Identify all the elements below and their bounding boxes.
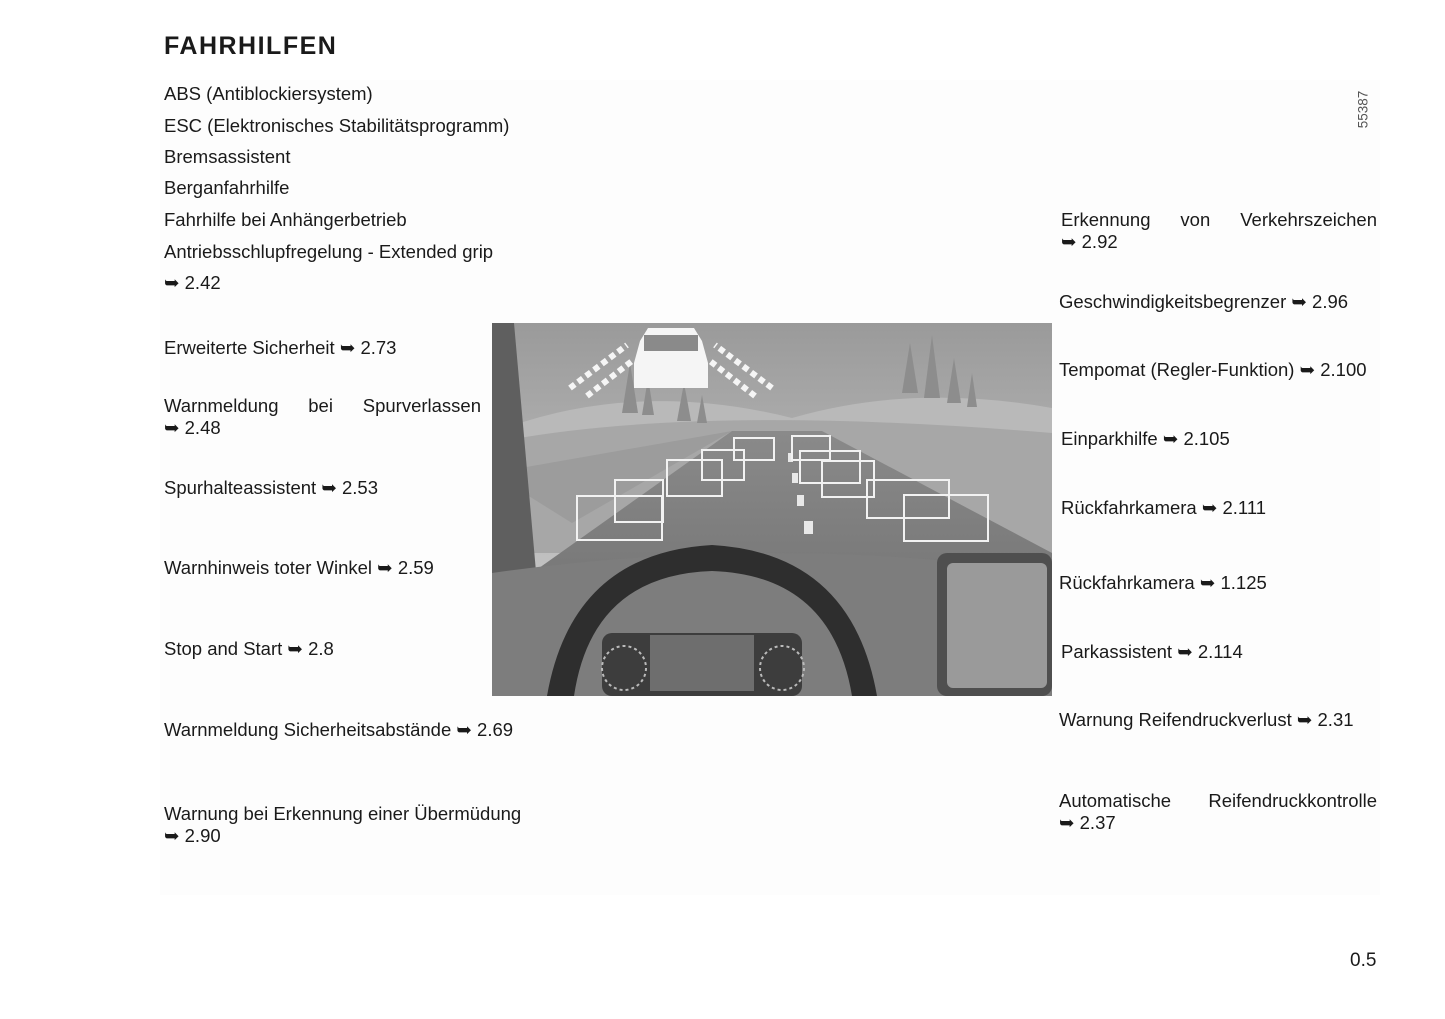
item-label: Stop and Start <box>164 638 283 659</box>
page-ref: ➥ 1.125 <box>1199 572 1267 593</box>
left-item-toter-winkel <box>164 557 434 579</box>
left-item-uebermuedung <box>164 803 521 847</box>
item-label: Rückfahrkamera <box>1059 572 1195 593</box>
right-item-reifendruckkontrolle <box>1059 790 1377 834</box>
item-label: Spurhalteassistent <box>164 477 317 498</box>
list-group-ref: ➥ 2.42 <box>164 272 221 293</box>
right-item-tempomat <box>1059 359 1367 381</box>
item-label: Rückfahrkamera <box>1061 497 1197 518</box>
right-item-reifendruckverlust <box>1059 709 1354 731</box>
item-label: Warnung Reifendruckverlust <box>1059 709 1292 730</box>
list-item-anhaenger: Fahrhilfe bei Anhängerbetrieb <box>164 209 407 230</box>
item-label: Warnung bei Erkennung einer Übermüdung <box>164 803 522 824</box>
driving-assistance-illustration <box>492 323 1052 696</box>
right-item-geschwindigkeitsbegrenzer <box>1059 291 1348 313</box>
page-ref: ➥ 2.48 <box>164 417 221 438</box>
item-label: Parkassistent <box>1061 641 1173 662</box>
page-ref: ➥ 2.111 <box>1201 497 1267 518</box>
page-ref: ➥ 2.92 <box>1061 231 1118 252</box>
item-label: Automatische Reifendruckkontrolle <box>1059 790 1377 811</box>
page-ref: ➥ 2.100 <box>1299 359 1367 380</box>
right-item-rueckfahrkamera-1 <box>1061 497 1266 519</box>
page-ref: ➥ 2.96 <box>1291 291 1349 312</box>
left-item-erweiterte-sicherheit <box>164 337 396 359</box>
item-label: Warnmeldung Sicherheitsabstände <box>164 719 452 740</box>
page-ref: ➥ 2.53 <box>321 477 378 498</box>
page-title: FAHRHILFEN <box>164 32 338 60</box>
list-item-bremsassistent: Bremsassistent <box>164 146 291 167</box>
page-ref: ➥ 2.90 <box>164 825 221 846</box>
page-ref: ➥ 2.69 <box>456 719 514 740</box>
right-item-rueckfahrkamera-2 <box>1059 572 1267 594</box>
left-item-spurverlassen <box>164 395 481 439</box>
list-item-berganfahrhilfe: Berganfahrhilfe <box>164 177 290 198</box>
figure-id: 55387 <box>1355 90 1371 129</box>
page-ref: ➥ 2.31 <box>1296 709 1354 730</box>
left-item-stop-start <box>164 638 334 660</box>
right-item-verkehrszeichen <box>1061 209 1377 253</box>
page-ref: ➥ 2.73 <box>339 337 397 358</box>
page-number: 0.5 <box>1350 950 1377 971</box>
page-ref: ➥ 2.37 <box>1059 812 1116 833</box>
item-label: Geschwindigkeitsbegrenzer <box>1059 291 1287 312</box>
page-ref: ➥ 2.114 <box>1177 641 1243 662</box>
item-label: Warnhinweis toter Winkel <box>164 557 373 578</box>
page-ref: ➥ 2.59 <box>377 557 434 578</box>
list-item-esc: ESC (Elektronisches Stabilitätsprogramm) <box>164 115 510 136</box>
left-item-spurhalteassistent <box>164 477 378 499</box>
right-item-einparkhilfe <box>1061 428 1230 450</box>
item-label: Warnmeldung bei Spurverlassen <box>164 395 481 416</box>
item-label: Einparkhilfe <box>1061 428 1158 449</box>
page-ref: ➥ 2.105 <box>1162 428 1230 449</box>
right-item-parkassistent <box>1061 641 1243 663</box>
left-item-sicherheitsabstaende <box>164 719 513 741</box>
page-ref: ➥ 2.8 <box>287 638 334 659</box>
item-label: Tempomat (Regler-Funktion) <box>1059 359 1295 380</box>
item-label: Erkennung von Verkehrszeichen <box>1061 209 1377 230</box>
list-item-abs: ABS (Antiblockiersystem) <box>164 83 373 104</box>
item-label: Erweiterte Sicherheit <box>164 337 335 358</box>
list-item-antriebsschlupf: Antriebsschlupfregelung - Extended grip <box>164 241 494 262</box>
